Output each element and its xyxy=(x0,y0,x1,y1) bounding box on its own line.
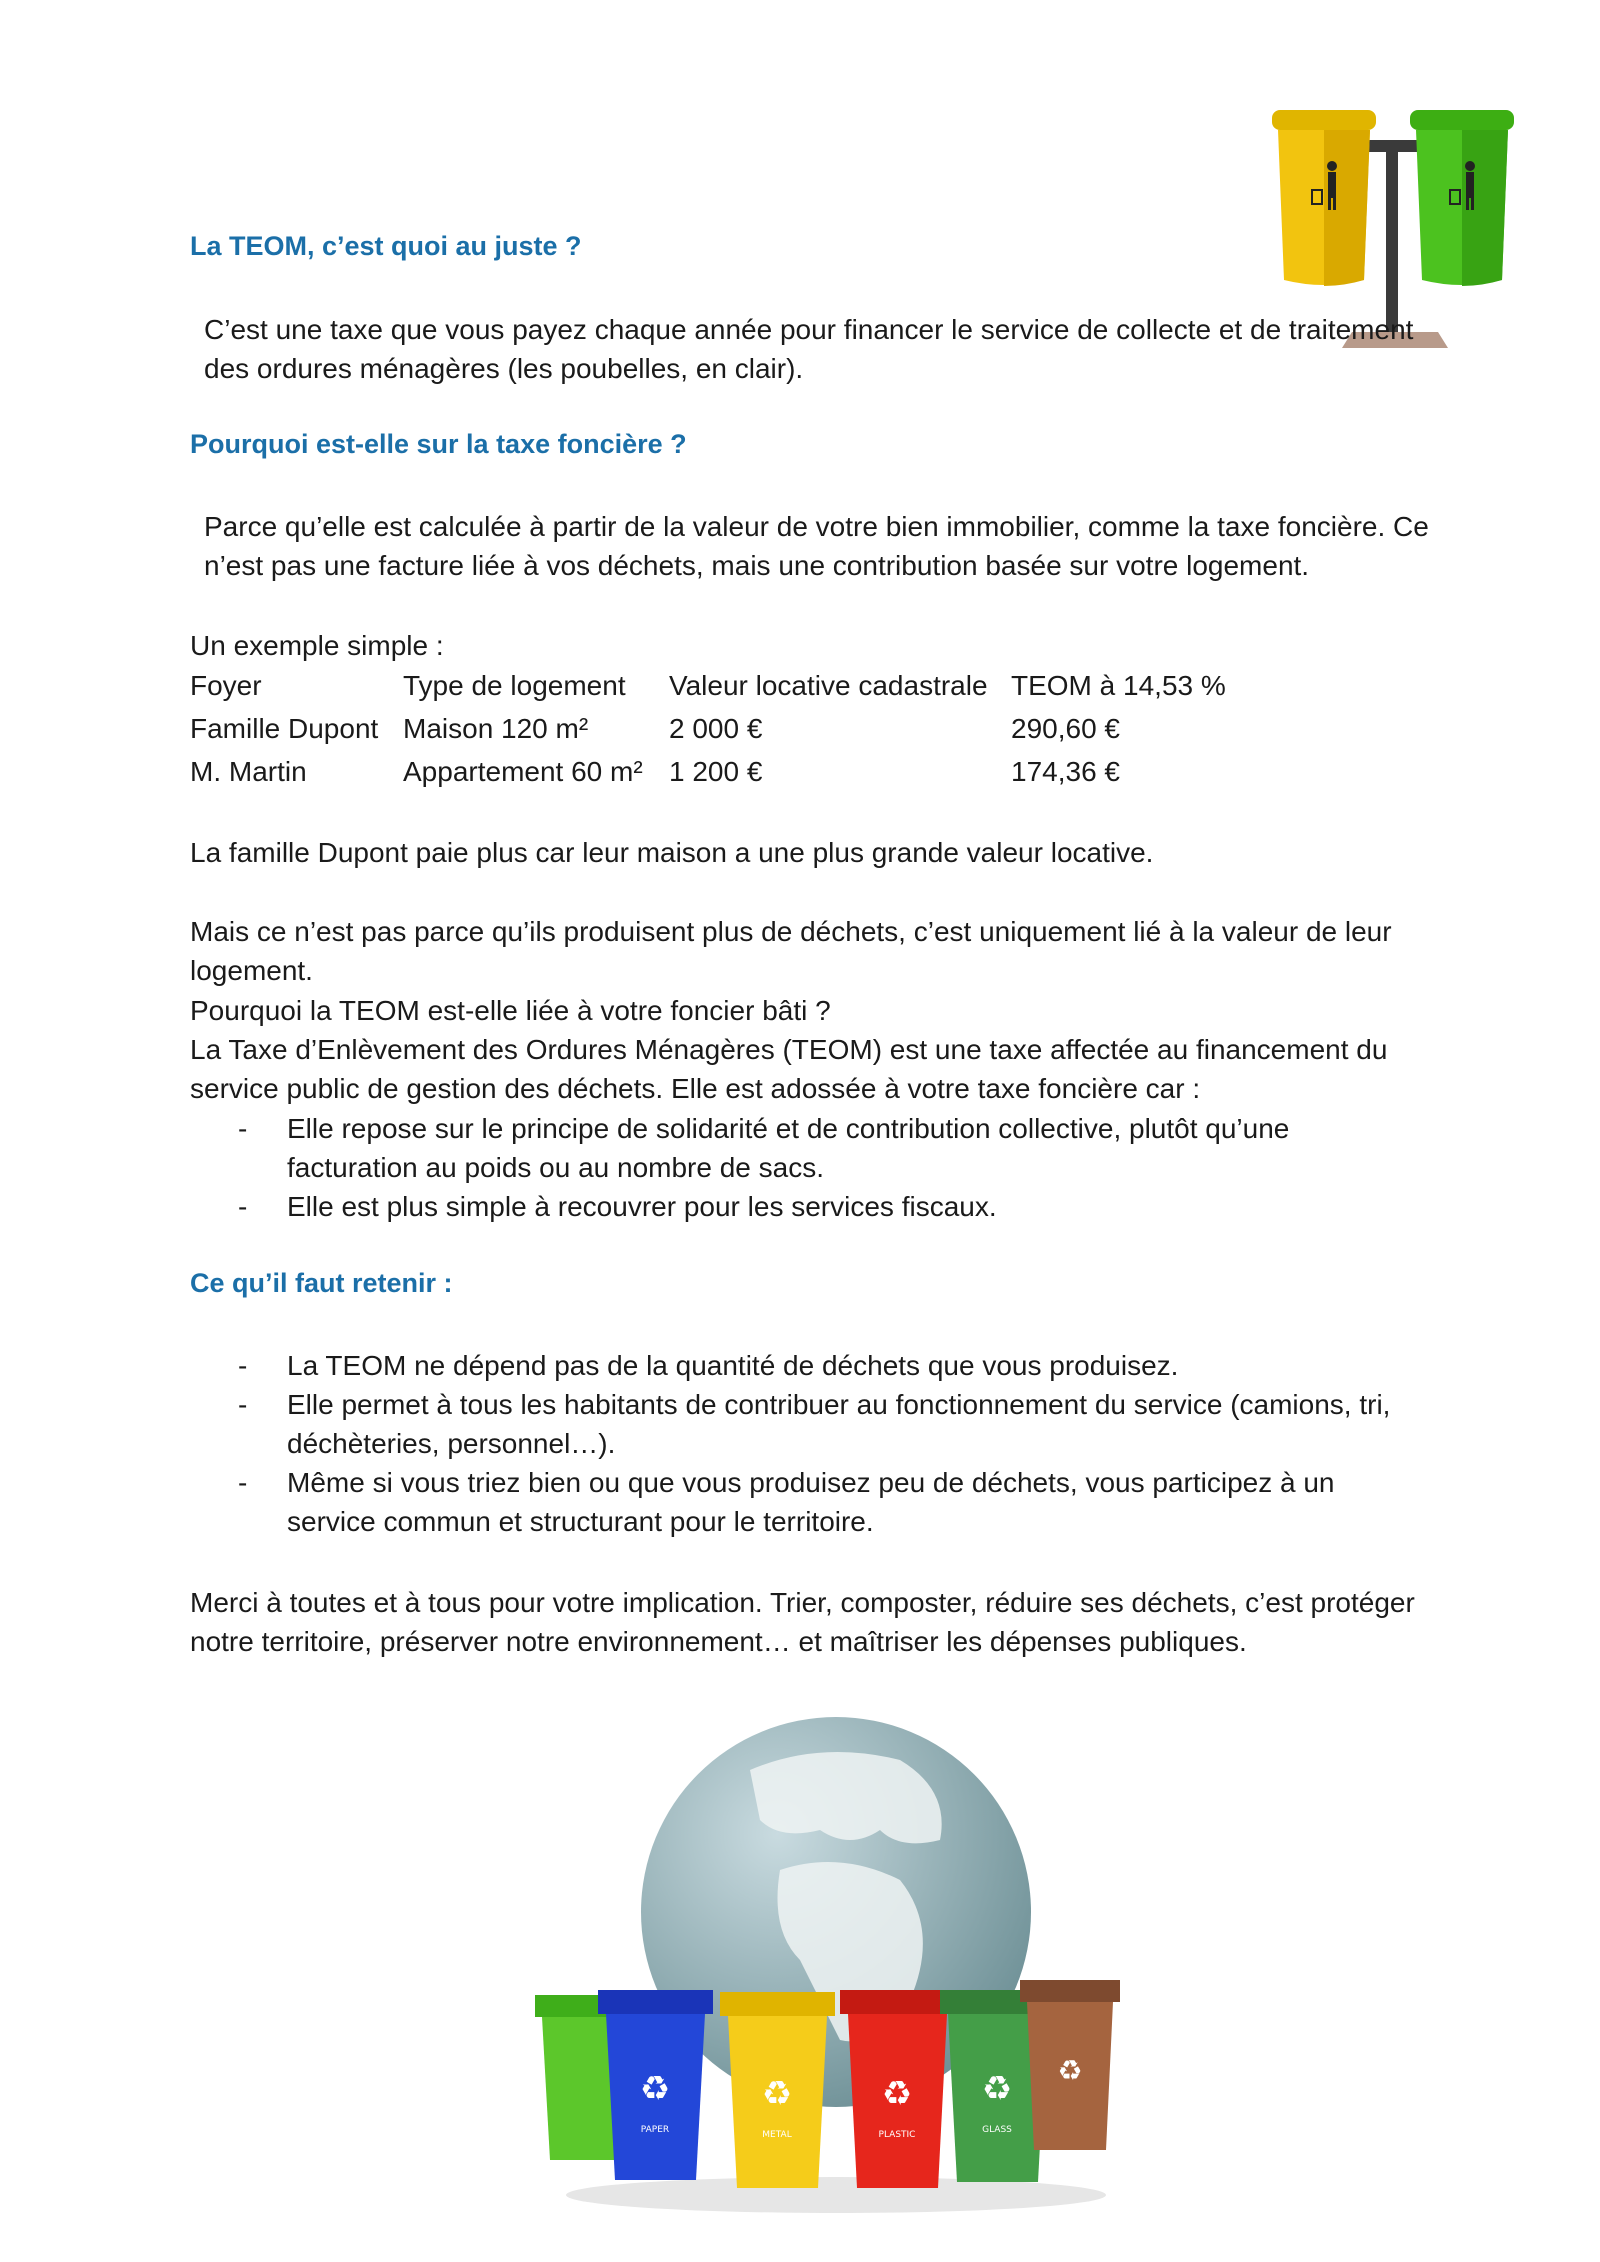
paragraph-teom-explanation: La Taxe d’Enlèvement des Ordures Ménagères (TEOM) est une taxe affectée au financement du service public de gestion des déchets. Elle est adossée à votre taxe foncière car : xyxy=(190,1034,1388,1104)
table-cell: 174,36 € xyxy=(1011,755,1120,787)
svg-text:♻: ♻ xyxy=(639,2069,671,2109)
closing-paragraph: Merci à toutes et à tous pour votre implication. Trier, composter, réduire ses déchets, c’est protéger notre territoire, préserver notre environnement… et maîtriser les dépenses publiques. xyxy=(190,1587,1415,1657)
table-cell: Maison 120 m² xyxy=(403,712,589,744)
brown-recycling-bin-icon xyxy=(1020,1980,1120,2150)
paragraph-not-waste-based: Mais ce n’est pas parce qu’ils produisent plus de déchets, c’est uniquement lié à la valeur de leur logement. xyxy=(190,916,1392,986)
paragraph-why-taxe-fonciere: Parce qu’elle est calculée à partir de la valeur de votre bien immobilier, comme la taxe foncière. Ce n’est pas une facture liée à vos déchets, mais une contribution basée sur votre logement. xyxy=(204,511,1429,581)
heading-teom-definition: La TEOM, c’est quoi au juste ? xyxy=(190,231,582,261)
bin-label: PAPER xyxy=(640,2125,670,2135)
table-header: Valeur locative cadastrale xyxy=(669,669,988,701)
paragraph-question-foncier: Pourquoi la TEOM est-elle liée à votre foncier bâti ? xyxy=(190,995,831,1026)
svg-text:♻: ♻ xyxy=(761,2074,793,2114)
yellow-bin-icon xyxy=(1272,110,1376,286)
bin-label: GLASS xyxy=(982,2125,1012,2135)
table-row xyxy=(186,750,1245,793)
green-bin-icon xyxy=(1410,110,1514,286)
svg-text:♻: ♻ xyxy=(981,2069,1013,2109)
paragraph-teom-definition: C’est une taxe que vous payez chaque année pour financer le service de collecte et de traitement des ordures ménagères (les poubelles, en clair). xyxy=(204,314,1414,384)
red-recycling-bin-icon xyxy=(840,1990,955,2188)
retenir-list xyxy=(190,1346,1420,1541)
list-item: - Elle repose sur le principe de solidarité et de contribution collective, plutôt qu’une facturation au poids ou au nombre de sacs. xyxy=(238,1113,1290,1183)
yellow-recycling-bin-icon xyxy=(720,1992,835,2188)
table-cell: Famille Dupont xyxy=(190,712,379,744)
table-header: Type de logement xyxy=(403,669,626,701)
table-header: TEOM à 14,53 % xyxy=(1011,669,1226,701)
example-table xyxy=(186,664,1245,793)
heading-retenir: Ce qu’il faut retenir : xyxy=(190,1268,453,1298)
list-item: - Elle permet à tous les habitants de contribuer au fonctionnement du service (camions, tri, déchèteries, personnel…). xyxy=(238,1389,1391,1459)
list-item: - Même si vous triez bien ou que vous produisez peu de déchets, vous participez à un service commun et structurant pour le territoire. xyxy=(238,1467,1335,1537)
svg-text:♻: ♻ xyxy=(881,2074,913,2114)
bin-label: METAL xyxy=(762,2130,792,2140)
example-intro: Un exemple simple : xyxy=(190,630,444,661)
table-cell: M. Martin xyxy=(190,755,307,787)
reasons-list xyxy=(190,1109,1420,1226)
globe-recycling-bins-illustration xyxy=(520,1700,1140,2220)
bin-label: PLASTIC xyxy=(878,2130,916,2140)
table-header: Foyer xyxy=(190,669,262,701)
list-item: - Elle est plus simple à recouvrer pour les services fiscaux. xyxy=(238,1191,997,1222)
heading-why-taxe-fonciere: Pourquoi est-elle sur la taxe foncière ? xyxy=(190,429,687,459)
blue-recycling-bin-icon xyxy=(598,1990,713,2180)
table-header-row xyxy=(186,664,1245,707)
list-item: - La TEOM ne dépend pas de la quantité de déchets que vous produisez. xyxy=(238,1350,1179,1381)
paragraph-dupont-pays-more: La famille Dupont paie plus car leur maison a une plus grande valeur locative. xyxy=(190,837,1154,868)
table-cell: 1 200 € xyxy=(669,755,763,787)
table-cell: 290,60 € xyxy=(1011,712,1120,744)
table-cell: Appartement 60 m² xyxy=(403,755,643,787)
svg-text:♻: ♻ xyxy=(1057,2054,1083,2087)
table-cell: 2 000 € xyxy=(669,712,763,744)
table-row xyxy=(186,707,1245,750)
